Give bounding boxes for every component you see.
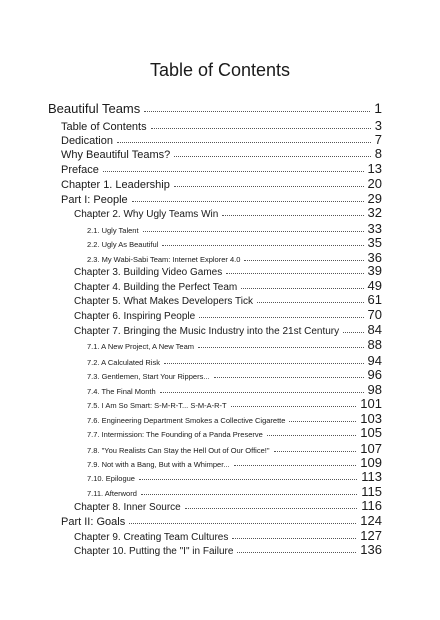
- toc-entry-label: 7.9. Not with a Bang, But with a Whimper...: [87, 460, 230, 469]
- toc-entry-label: 2.3. My Wabi-Sabi Team: Internet Explorer 4.0: [87, 255, 241, 264]
- toc-page-number: 127: [360, 528, 382, 543]
- dot-leader: [151, 121, 371, 129]
- toc-entry-label: 2.2. Ugly As Beautiful: [87, 240, 159, 249]
- dot-leader: [174, 179, 364, 187]
- toc-entry[interactable]: [87, 337, 382, 352]
- dot-leader: [241, 282, 363, 289]
- toc-entry[interactable]: [74, 322, 382, 337]
- toc-page-number: 3: [374, 118, 382, 133]
- dot-leader: [162, 241, 363, 247]
- toc-entry[interactable]: [61, 191, 382, 206]
- toc-entry[interactable]: [74, 498, 382, 513]
- dot-leader: [139, 475, 357, 481]
- toc-page-number: 124: [360, 513, 382, 528]
- toc-entry[interactable]: [87, 221, 382, 236]
- toc-entry-label: 7.4. The Final Month: [87, 387, 156, 396]
- toc-page-number: 35: [367, 235, 382, 250]
- toc-page-number: 84: [367, 322, 382, 337]
- toc-page-number: 49: [367, 278, 382, 293]
- toc-entry[interactable]: [61, 176, 382, 191]
- dot-leader: [289, 417, 356, 423]
- toc-entry[interactable]: [87, 484, 382, 499]
- toc-entry-label: Chapter 10. Putting the "I" in Failure: [74, 546, 234, 557]
- toc-entry[interactable]: [87, 396, 382, 411]
- toc-page-number: 88: [367, 337, 382, 352]
- dot-leader: [226, 267, 363, 274]
- toc-page-number: 115: [361, 484, 382, 499]
- toc-entry-label: 7.6. Engineering Department Smokes a Collective Cigarette: [87, 416, 286, 425]
- toc-entry-label: 7.5. I Am So Smart: S-M-R-T... S-M-A-R-T: [87, 401, 227, 410]
- toc-page-number: 29: [367, 191, 382, 206]
- toc-page-number: 103: [360, 411, 382, 426]
- toc-page-number: 32: [367, 205, 382, 220]
- toc-entry[interactable]: [61, 513, 382, 528]
- dot-leader: [198, 343, 364, 349]
- toc-entry-label: 2.1. Ugly Talent: [87, 226, 139, 235]
- toc-entry[interactable]: [87, 353, 382, 368]
- toc-entry[interactable]: [87, 382, 382, 397]
- toc-entry[interactable]: [87, 425, 382, 440]
- toc-page-number: 36: [367, 250, 382, 265]
- toc-page-number: 113: [361, 469, 382, 484]
- toc-page-number: 20: [367, 176, 382, 191]
- dot-leader: [141, 490, 357, 496]
- dot-leader: [174, 149, 371, 157]
- toc-page-number: 13: [367, 161, 382, 176]
- toc-entry-label: 7.3. Gentlemen, Start Your Rippers...: [87, 372, 210, 381]
- dot-leader: [222, 209, 363, 216]
- toc-entry[interactable]: [74, 542, 382, 557]
- toc-page-number: 61: [367, 292, 382, 307]
- dot-leader: [160, 388, 364, 394]
- toc-entry[interactable]: [61, 118, 382, 133]
- page-title: Table of Contents: [149, 60, 291, 80]
- toc-entry[interactable]: [61, 146, 382, 161]
- dot-leader: [144, 103, 370, 112]
- toc-entry-label: Dedication: [61, 135, 113, 147]
- toc-page-number: 101: [360, 396, 382, 411]
- dot-leader: [129, 516, 356, 524]
- toc-page-number: 116: [361, 498, 382, 513]
- toc-entry-label: Chapter 5. What Makes Developers Tick: [74, 296, 253, 307]
- toc-page-number: 94: [367, 353, 382, 368]
- toc-page-number: 33: [367, 221, 382, 236]
- dot-leader: [103, 164, 364, 172]
- toc-entry-label: 7.7. Intermission: The Founding of a Panda Preserve: [87, 430, 263, 439]
- toc-entry[interactable]: [61, 161, 382, 176]
- toc-page-number: 136: [360, 542, 382, 557]
- toc-entry-label: 7.8. "You Realists Can Stay the Hell Out of Our Office!": [87, 446, 270, 455]
- toc-page-number: 105: [360, 425, 382, 440]
- toc-entry-label: Part II: Goals: [61, 516, 126, 528]
- toc-entry-label: Chapter 8. Inner Source: [74, 502, 181, 513]
- toc-entry[interactable]: [87, 411, 382, 426]
- dot-leader: [132, 194, 364, 202]
- toc-entry-label: Part I: People: [61, 194, 128, 206]
- toc-entry-label: 7.2. A Calculated Risk: [87, 358, 160, 367]
- toc-page-number: 70: [367, 307, 382, 322]
- dot-leader: [343, 326, 363, 333]
- dot-leader: [231, 402, 357, 408]
- toc-entry-label: 7.1. A New Project, A New Team: [87, 342, 194, 351]
- toc-page-number: 98: [367, 382, 382, 397]
- dot-leader: [117, 135, 371, 143]
- toc-entry[interactable]: [87, 455, 382, 470]
- dot-leader: [199, 311, 363, 318]
- toc-page-number: 107: [360, 441, 382, 456]
- toc-entry-label: Preface: [61, 164, 99, 176]
- toc-page-number: 1: [374, 100, 382, 116]
- toc-entry[interactable]: [74, 263, 382, 278]
- dot-leader: [185, 502, 358, 509]
- toc-entry[interactable]: [87, 235, 382, 250]
- toc-entry[interactable]: [74, 528, 382, 543]
- dot-leader: [232, 532, 356, 539]
- toc-entry-label: Why Beautiful Teams?: [61, 149, 171, 161]
- dot-leader: [237, 546, 356, 553]
- toc-entry[interactable]: [74, 278, 382, 293]
- toc-page-number: 39: [367, 263, 382, 278]
- toc-entry-label: Chapter 7. Bringing the Music Industry into the 21st Century: [74, 326, 340, 337]
- toc-entry[interactable]: [87, 367, 382, 382]
- toc-entry-label: Beautiful Teams: [48, 101, 141, 116]
- dot-leader: [257, 296, 364, 303]
- toc-entry-label: Chapter 4. Building the Perfect Team: [74, 282, 238, 293]
- dot-leader: [244, 256, 363, 262]
- toc-entry-label: Chapter 1. Leadership: [61, 179, 170, 191]
- toc-page-number: 96: [367, 367, 382, 382]
- toc-entry-label: 7.11. Afterword: [87, 489, 137, 498]
- toc-page-number: 8: [374, 146, 382, 161]
- toc-entry[interactable]: [48, 100, 382, 116]
- toc-entry-label: Table of Contents: [61, 121, 147, 133]
- dot-leader: [274, 447, 357, 453]
- toc-entry-label: Chapter 2. Why Ugly Teams Win: [74, 209, 219, 220]
- toc-page-number: 7: [374, 132, 382, 147]
- dot-leader: [164, 359, 364, 365]
- toc-entry[interactable]: [87, 469, 382, 484]
- toc-entry[interactable]: [74, 205, 382, 220]
- toc-entry[interactable]: [74, 292, 382, 307]
- toc-entry-label: Chapter 9. Creating Team Cultures: [74, 532, 229, 543]
- toc-entry[interactable]: [61, 132, 382, 147]
- dot-leader: [234, 461, 357, 467]
- toc-entry[interactable]: [87, 441, 382, 456]
- toc-entry-label: 7.10. Epilogue: [87, 474, 135, 483]
- toc-entry[interactable]: [74, 307, 382, 322]
- toc-entry-label: Chapter 6. Inspiring People: [74, 311, 196, 322]
- dot-leader: [267, 431, 357, 437]
- toc-page-number: 109: [360, 455, 382, 470]
- dot-leader: [214, 373, 364, 379]
- dot-leader: [143, 227, 364, 233]
- toc-entry-label: Chapter 3. Building Video Games: [74, 267, 223, 278]
